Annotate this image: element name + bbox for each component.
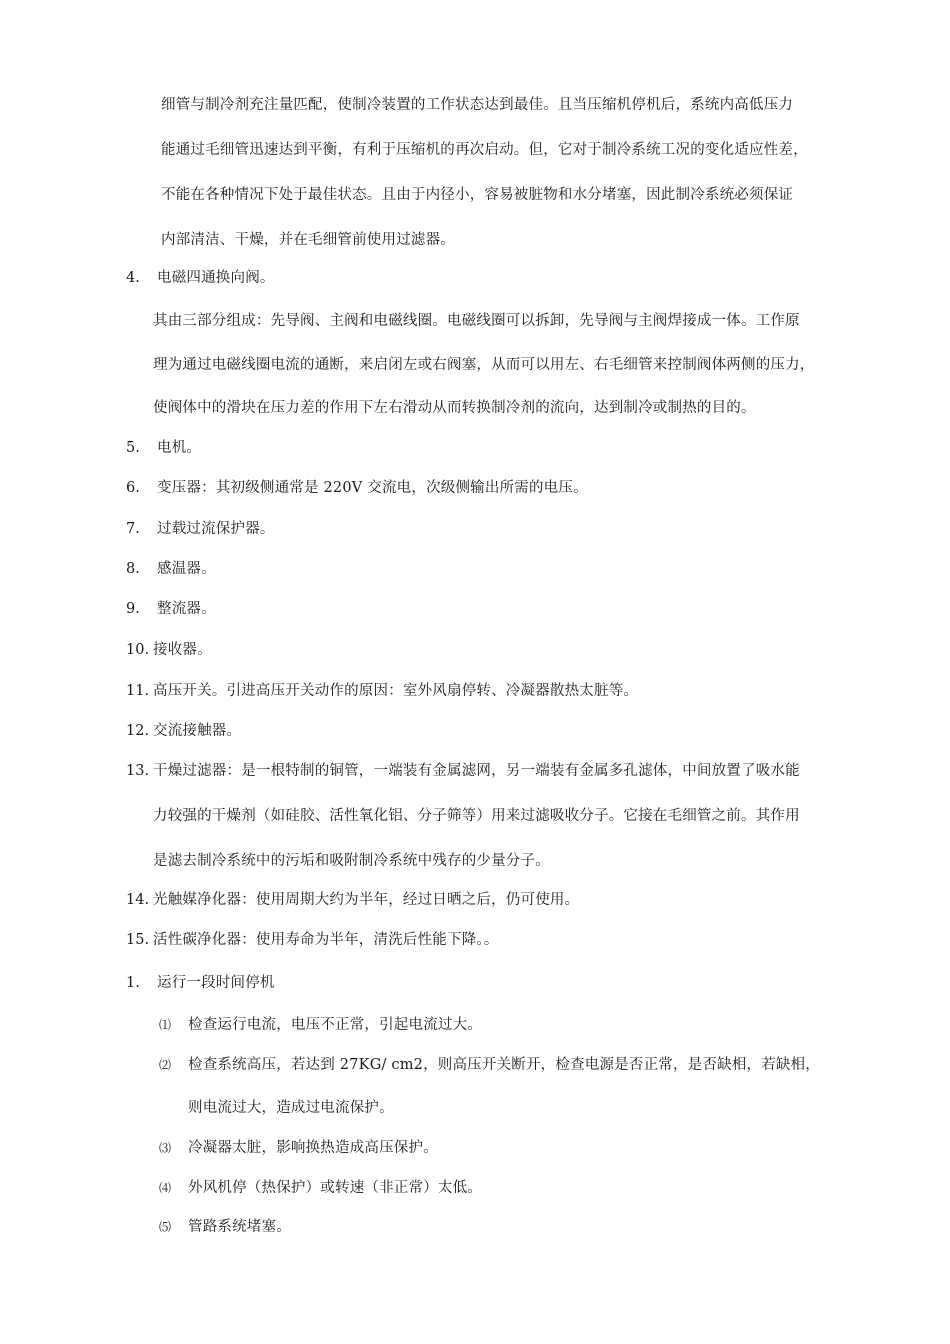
list-number: 8.	[126, 561, 140, 577]
list-number: 9.	[126, 601, 140, 617]
list-number: 4.	[126, 270, 140, 286]
subitem-continuation: 则电流过大，造成过电流保护。	[188, 1100, 394, 1116]
list-number: 5.	[126, 440, 140, 456]
intro-line: 能通过毛细管迅速达到平衡，有利于压缩机的再次启动。但，它对于制冷系统工况的变化适应性差，	[161, 142, 808, 158]
list-item: 变压器：其初级侧通常是 220V 交流电，次级侧输出所需的电压。	[157, 480, 588, 496]
intro-line: 细管与制冷剂充注量匹配，使制冷装置的工作状态达到最佳。且当压缩机停机后，系统内高低压力	[161, 97, 794, 113]
section-title: 运行一段时间停机	[157, 975, 275, 991]
list-item: 过载过流保护器。	[157, 521, 275, 537]
list-item: 电机。	[157, 440, 202, 456]
list-number: 7.	[126, 521, 140, 537]
list-item: 高压开关。引进高压开关动作的原因：室外风扇停转、冷凝器散热太脏等。	[153, 683, 639, 699]
list-number: 13.	[126, 763, 150, 779]
list-item: 整流器。	[157, 601, 216, 617]
list-number: 12.	[126, 723, 150, 739]
subitem-text: 检查系统高压，若达到 27KG/ cm2，则高压开关断开，检查电源是否正常，是否缺相，若缺相，	[188, 1057, 820, 1073]
list-item: 交流接触器。	[153, 723, 242, 739]
list-item-continuation: 力较强的干燥剂（如硅胶、活性氧化铝、分子筛等）用来过滤吸收分子。它接在毛细管之前。其作用	[153, 808, 800, 824]
subitem-text: 管路系统堵塞。	[188, 1219, 291, 1235]
list-item: 活性碳净化器：使用寿命为半年，清洗后性能下降。。	[153, 932, 499, 948]
subitem-marker: ⑵	[159, 1058, 172, 1072]
list-number: 10.	[126, 642, 150, 658]
list-item: 感温器。	[157, 561, 216, 577]
subitem-marker: ⑷	[159, 1181, 172, 1195]
list-item: 干燥过滤器：是一根特制的铜管，一端装有金属滤网，另一端装有金属多孔滤体，中间放置了吸水能	[153, 763, 800, 779]
subitem-marker: ⑴	[159, 1018, 172, 1032]
section-number: 1.	[126, 975, 140, 991]
list-number: 11.	[126, 683, 150, 699]
list-item-continuation: 理为通过电磁线圈电流的通断，来启闭左或右阀塞，从而可以用左、右毛细管来控制阀体两侧的压力，	[153, 357, 815, 373]
list-item-continuation: 其由三部分组成：先导阀、主阀和电磁线圈。电磁线圈可以拆卸，先导阀与主阀焊接成一体。工作原	[153, 313, 800, 329]
list-number: 15.	[126, 932, 150, 948]
subitem-text: 外风机停（热保护）或转速（非正常）太低。	[188, 1180, 482, 1196]
list-item-continuation: 是滤去制冷系统中的污垢和吸附制冷系统中残存的少量分子。	[153, 853, 550, 869]
list-item: 接收器。	[153, 642, 212, 658]
subitem-marker: ⑸	[159, 1220, 172, 1234]
intro-line: 内部清洁、干燥，并在毛细管前使用过滤器。	[161, 232, 455, 248]
list-item-title: 电磁四通换向阀。	[157, 270, 275, 286]
subitem-text: 冷凝器太脏，影响换热造成高压保护。	[188, 1140, 438, 1156]
subitem-marker: ⑶	[159, 1141, 172, 1155]
list-item: 光触媒净化器：使用周期大约为半年，经过日晒之后，仍可使用。	[153, 892, 580, 908]
list-number: 14.	[126, 892, 150, 908]
subitem-text: 检查运行电流，电压不正常，引起电流过大。	[188, 1017, 482, 1033]
list-number: 6.	[126, 480, 140, 496]
intro-line: 不能在各种情况下处于最佳状态。且由于内径小，容易被脏物和水分堵塞，因此制冷系统必须保证	[161, 187, 794, 203]
list-item-continuation: 使阀体中的滑块在压力差的作用下左右滑动从而转换制冷剂的流向，达到制冷或制热的目的。	[153, 400, 756, 416]
